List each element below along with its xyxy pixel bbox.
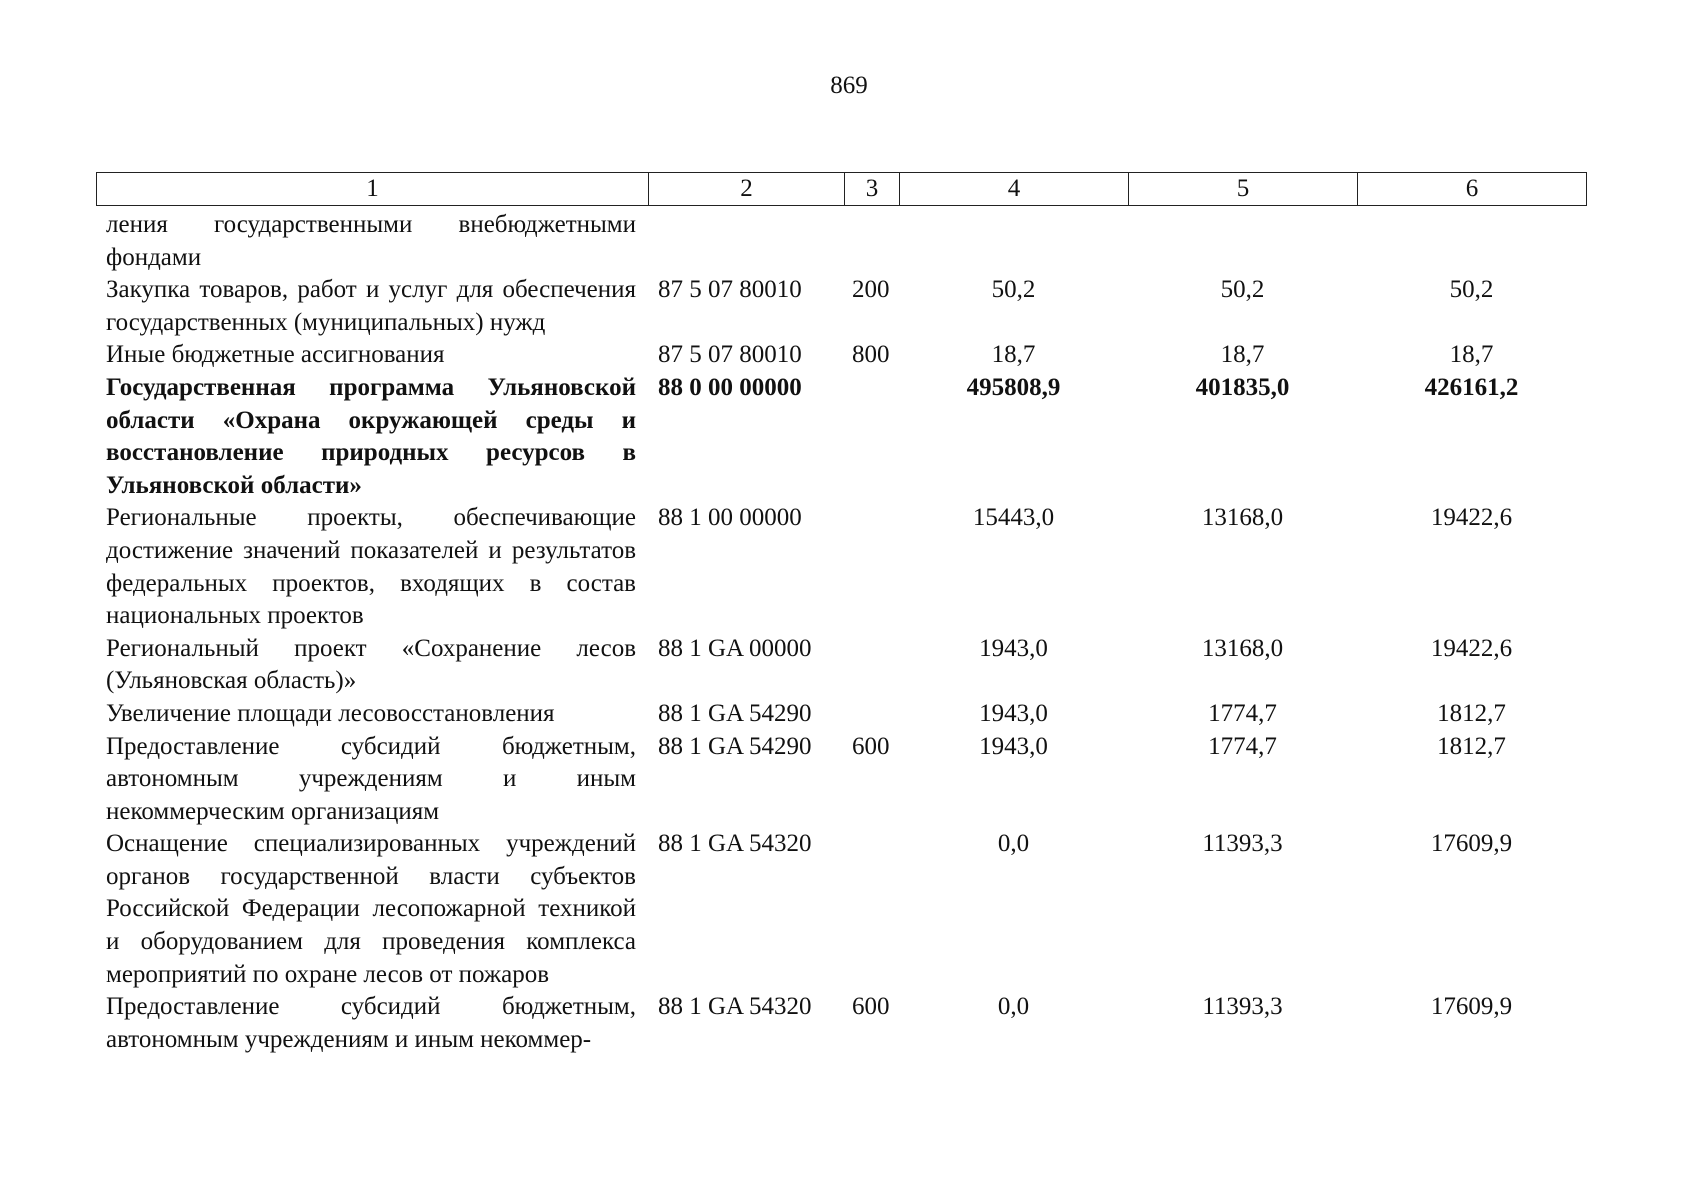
- header-col-6: 6: [1358, 173, 1587, 206]
- row-expense-type: 600: [852, 732, 890, 760]
- row-code: 88 1 GA 54320: [658, 993, 812, 1021]
- row-code: 88 1 GA 00000: [658, 634, 812, 662]
- row-expense-type: 800: [852, 341, 890, 369]
- row-value-col4: 0,0: [997, 830, 1030, 858]
- row-value-col5: 1774,7: [1208, 732, 1277, 760]
- row-expense-type: [844, 502, 899, 632]
- row-code: 87 5 07 80010: [658, 341, 802, 369]
- row-code: 88 1 GA 54290: [658, 699, 812, 727]
- row-value-col6: 1812,7: [1437, 732, 1506, 760]
- row-code: 88 1 GA 54290: [658, 732, 812, 760]
- table-row: [96, 274, 1586, 339]
- row-code: 88 1 GA 54320: [658, 830, 812, 858]
- row-description: Предоставление субсидий бюджетным, автономным учреждениям и иным некоммерческим организациям: [106, 732, 636, 825]
- row-description: Иные бюджетные ассигнования: [106, 341, 445, 369]
- row-value-col6: 1812,7: [1437, 699, 1506, 727]
- row-code: [648, 209, 844, 274]
- row-value-col4: 15443,0: [972, 504, 1055, 532]
- row-value-col6: 17609,9: [1430, 993, 1513, 1021]
- row-value-col5: [1128, 209, 1357, 274]
- row-code: 88 1 00 00000: [658, 504, 802, 532]
- row-value-col4: 1943,0: [979, 732, 1048, 760]
- row-value-col4: 18,7: [991, 341, 1036, 369]
- row-value-col6: 50,2: [1449, 276, 1494, 304]
- header-row: [97, 173, 1587, 206]
- row-value-col4: 50,2: [991, 276, 1036, 304]
- table-row: [96, 339, 1586, 372]
- row-value-col5: 13168,0: [1201, 504, 1284, 532]
- row-description: ления государственными внебюджетными фондами: [106, 211, 636, 271]
- row-value-col6: [1357, 209, 1586, 274]
- row-description: Региональный проект «Сохранение лесов (Ульяновская область)»: [106, 634, 636, 695]
- row-value-col4: 1943,0: [979, 634, 1048, 662]
- row-expense-type: [844, 828, 899, 991]
- budget-table: [96, 209, 1586, 1056]
- page-number: 869: [830, 72, 868, 99]
- row-value-col5: 1774,7: [1208, 699, 1277, 727]
- header-col-5: 5: [1129, 173, 1358, 206]
- table-row: [96, 991, 1586, 1056]
- table-row: [96, 502, 1586, 632]
- row-value-col5: 50,2: [1220, 276, 1265, 304]
- row-description: Предоставление субсидий бюджетным, автономным учреждениям и иным некоммер-: [106, 993, 636, 1053]
- row-code: 87 5 07 80010: [658, 276, 802, 304]
- row-value-col6: 19422,6: [1430, 504, 1513, 532]
- row-value-col6: 17609,9: [1430, 830, 1513, 858]
- table-row: [96, 828, 1586, 991]
- row-value-col4: [899, 209, 1128, 274]
- row-code: 88 0 00 00000: [658, 373, 802, 401]
- table-row: [96, 209, 1586, 274]
- row-expense-type: 600: [852, 993, 890, 1021]
- row-value-col5: 18,7: [1220, 341, 1265, 369]
- row-value-col5: 401835,0: [1195, 373, 1290, 401]
- row-value-col5: 11393,3: [1202, 993, 1283, 1021]
- row-value-col6: 18,7: [1449, 341, 1494, 369]
- row-description: Оснащение специализированных учреждений органов государственной власти субъектов Российской Федерации лесопожарной техникой и оборудованием для проведения комплекса мероприятий по охране лесов от пожаров: [106, 830, 636, 988]
- table-row: [96, 698, 1586, 731]
- table-row: [96, 633, 1586, 698]
- row-expense-type: [844, 372, 899, 502]
- row-description: Региональные проекты, обеспечивающие достижение значений показателей и результатов федеральных проектов, входящих в состав национальных проектов: [106, 504, 636, 630]
- row-expense-type: [844, 209, 899, 274]
- table-header: [96, 172, 1587, 206]
- row-value-col6: 19422,6: [1430, 634, 1513, 662]
- row-expense-type: [844, 698, 899, 731]
- header-col-4: 4: [900, 173, 1129, 206]
- row-value-col4: 495808,9: [966, 373, 1061, 401]
- row-value-col6: 426161,2: [1424, 373, 1519, 401]
- row-expense-type: [844, 633, 899, 698]
- row-description: Государственная программа Ульяновской области «Охрана окружающей среды и восстановление природных ресурсов в Ульяновской области»: [106, 373, 636, 499]
- row-expense-type: 200: [852, 276, 890, 304]
- header-col-2: 2: [649, 173, 845, 206]
- header-col-3: 3: [845, 173, 900, 206]
- row-value-col4: 1943,0: [979, 699, 1048, 727]
- table-row: [96, 372, 1586, 502]
- row-description: Закупка товаров, работ и услуг для обеспечения государственных (муниципальных) нужд: [106, 276, 636, 336]
- row-value-col5: 11393,3: [1202, 830, 1283, 858]
- header-col-1: 1: [97, 173, 649, 206]
- table-row: [96, 731, 1586, 829]
- row-value-col5: 13168,0: [1201, 634, 1284, 662]
- row-description: Увеличение площади лесовосстановления: [106, 699, 555, 727]
- row-value-col4: 0,0: [997, 993, 1030, 1021]
